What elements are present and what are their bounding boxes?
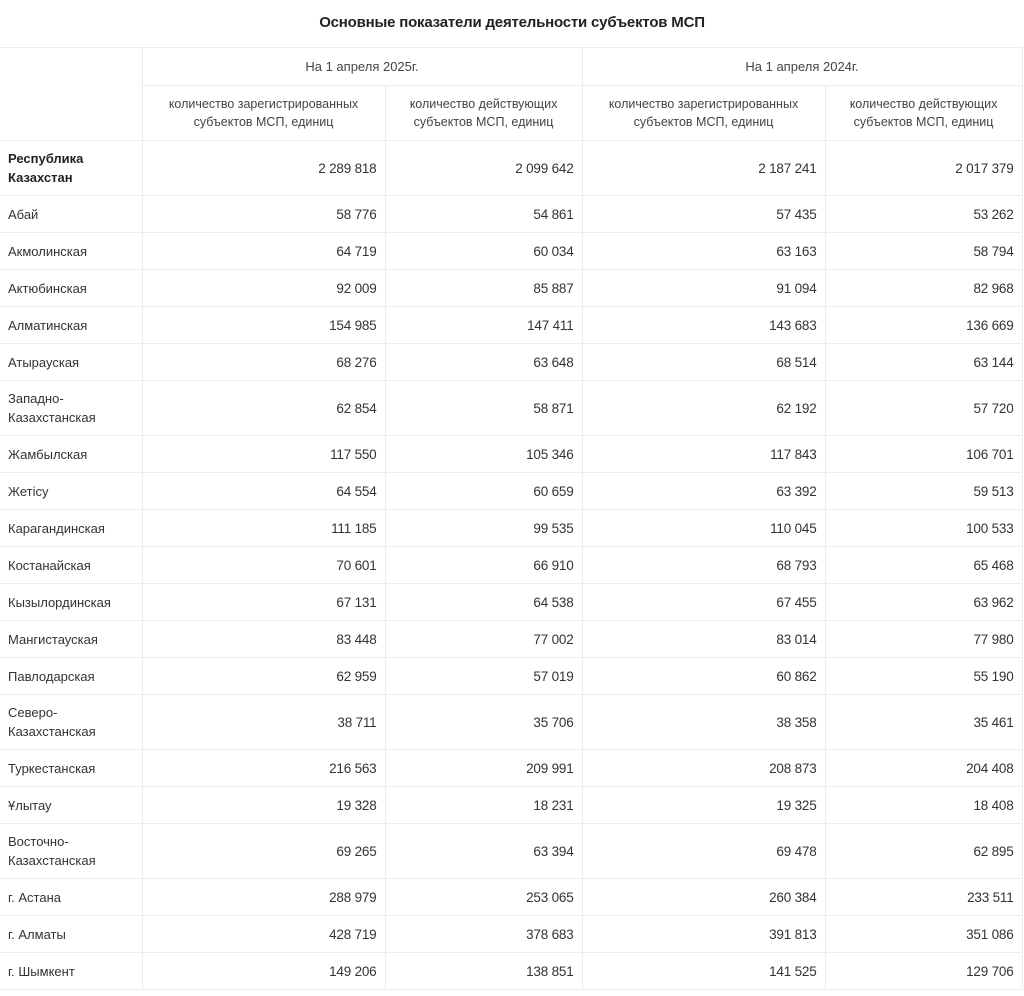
region-name-cell: Алматинская [0, 307, 142, 344]
region-name-cell: Жетісу [0, 473, 142, 510]
registered-2024-cell: 60 862 [582, 658, 825, 695]
registered-2024-cell: 63 392 [582, 473, 825, 510]
registered-2025-cell: 67 131 [142, 584, 385, 621]
registered-2024-cell: 62 192 [582, 381, 825, 436]
registered-2025-cell: 64 719 [142, 233, 385, 270]
registered-2025-cell: 70 601 [142, 547, 385, 584]
active-2025-cell: 63 648 [385, 344, 582, 381]
region-name-cell: Мангистауская [0, 621, 142, 658]
table-row [0, 233, 1022, 270]
active-2024-cell: 136 669 [825, 307, 1022, 344]
active-2024-cell: 58 794 [825, 233, 1022, 270]
region-name-cell: Костанайская [0, 547, 142, 584]
registered-2025-cell: 117 550 [142, 436, 385, 473]
region-name-cell: Северо- Казахстанская [0, 695, 142, 750]
active-2025-cell: 147 411 [385, 307, 582, 344]
registered-2025-cell: 69 265 [142, 824, 385, 879]
active-2024-cell: 82 968 [825, 270, 1022, 307]
active-2025-cell: 138 851 [385, 953, 582, 990]
active-2025-cell: 18 231 [385, 787, 582, 824]
registered-2024-cell: 67 455 [582, 584, 825, 621]
active-2024-cell: 204 408 [825, 750, 1022, 787]
region-name-cell: г. Шымкент [0, 953, 142, 990]
table-row [0, 658, 1022, 695]
registered-2024-cell: 38 358 [582, 695, 825, 750]
registered-2024-cell: 91 094 [582, 270, 825, 307]
active-2024-cell: 233 511 [825, 879, 1022, 916]
active-2025-cell: 60 034 [385, 233, 582, 270]
active-2025-cell: 54 861 [385, 196, 582, 233]
header-metric-active-2025: количество действующих субъектов МСП, единиц [385, 86, 582, 141]
region-name-cell: г. Астана [0, 879, 142, 916]
active-2024-cell: 57 720 [825, 381, 1022, 436]
registered-2025-cell: 38 711 [142, 695, 385, 750]
registered-2025-cell: 58 776 [142, 196, 385, 233]
registered-2025-cell: 62 854 [142, 381, 385, 436]
region-name-cell: Кызылординская [0, 584, 142, 621]
registered-2024-cell: 143 683 [582, 307, 825, 344]
registered-2024-cell: 69 478 [582, 824, 825, 879]
active-2024-cell: 63 962 [825, 584, 1022, 621]
active-2025-cell: 209 991 [385, 750, 582, 787]
registered-2025-cell: 428 719 [142, 916, 385, 953]
active-2025-cell: 63 394 [385, 824, 582, 879]
header-row-metrics [0, 86, 1022, 141]
active-2025-cell: 66 910 [385, 547, 582, 584]
registered-2025-cell: 83 448 [142, 621, 385, 658]
table-row [0, 436, 1022, 473]
registered-2024-cell: 68 793 [582, 547, 825, 584]
table-body [0, 141, 1022, 990]
active-2024-cell: 2 017 379 [825, 141, 1022, 196]
table-row [0, 879, 1022, 916]
table-row [0, 584, 1022, 621]
registered-2025-cell: 149 206 [142, 953, 385, 990]
table-row [0, 270, 1022, 307]
table-row [0, 473, 1022, 510]
region-name-cell: Восточно- Казахстанская [0, 824, 142, 879]
active-2025-cell: 2 099 642 [385, 141, 582, 196]
registered-2025-cell: 111 185 [142, 510, 385, 547]
active-2025-cell: 85 887 [385, 270, 582, 307]
registered-2024-cell: 2 187 241 [582, 141, 825, 196]
active-2025-cell: 77 002 [385, 621, 582, 658]
region-name-cell: Туркестанская [0, 750, 142, 787]
active-2024-cell: 59 513 [825, 473, 1022, 510]
registered-2025-cell: 19 328 [142, 787, 385, 824]
registered-2024-cell: 117 843 [582, 436, 825, 473]
active-2024-cell: 100 533 [825, 510, 1022, 547]
table-row [0, 787, 1022, 824]
table-row [0, 510, 1022, 547]
registered-2025-cell: 64 554 [142, 473, 385, 510]
registered-2025-cell: 68 276 [142, 344, 385, 381]
table-row [0, 953, 1022, 990]
registered-2024-cell: 57 435 [582, 196, 825, 233]
table-row-total [0, 141, 1022, 196]
active-2025-cell: 58 871 [385, 381, 582, 436]
active-2025-cell: 64 538 [385, 584, 582, 621]
msp-indicators-table [0, 47, 1023, 990]
table-row [0, 824, 1022, 879]
registered-2025-cell: 288 979 [142, 879, 385, 916]
table-row [0, 307, 1022, 344]
table-row [0, 344, 1022, 381]
active-2024-cell: 63 144 [825, 344, 1022, 381]
table-row [0, 547, 1022, 584]
registered-2024-cell: 110 045 [582, 510, 825, 547]
table-row [0, 196, 1022, 233]
table-row [0, 695, 1022, 750]
header-row-periods [0, 48, 1022, 86]
header-corner-cell [0, 48, 142, 141]
active-2024-cell: 106 701 [825, 436, 1022, 473]
registered-2024-cell: 63 163 [582, 233, 825, 270]
active-2025-cell: 105 346 [385, 436, 582, 473]
region-name-cell: Западно- Казахстанская [0, 381, 142, 436]
active-2024-cell: 55 190 [825, 658, 1022, 695]
active-2025-cell: 378 683 [385, 916, 582, 953]
header-metric-active-2024: количество действующих субъектов МСП, единиц [825, 86, 1022, 141]
registered-2024-cell: 19 325 [582, 787, 825, 824]
registered-2024-cell: 141 525 [582, 953, 825, 990]
active-2025-cell: 60 659 [385, 473, 582, 510]
registered-2025-cell: 92 009 [142, 270, 385, 307]
registered-2024-cell: 68 514 [582, 344, 825, 381]
registered-2025-cell: 2 289 818 [142, 141, 385, 196]
region-name-cell: Карагандинская [0, 510, 142, 547]
active-2024-cell: 18 408 [825, 787, 1022, 824]
active-2024-cell: 62 895 [825, 824, 1022, 879]
active-2024-cell: 53 262 [825, 196, 1022, 233]
header-metric-registered-2024: количество зарегистрированных субъектов МСП, единиц [582, 86, 825, 141]
region-name-cell: Акмолинская [0, 233, 142, 270]
region-name-cell: Ұлытау [0, 787, 142, 824]
region-name-cell: Павлодарская [0, 658, 142, 695]
registered-2024-cell: 83 014 [582, 621, 825, 658]
region-name-cell: Абай [0, 196, 142, 233]
registered-2025-cell: 62 959 [142, 658, 385, 695]
table-row [0, 750, 1022, 787]
active-2025-cell: 99 535 [385, 510, 582, 547]
active-2025-cell: 253 065 [385, 879, 582, 916]
active-2024-cell: 35 461 [825, 695, 1022, 750]
table-title: Основные показатели деятельности субъектов МСП [319, 14, 705, 31]
active-2024-cell: 65 468 [825, 547, 1022, 584]
active-2025-cell: 35 706 [385, 695, 582, 750]
registered-2024-cell: 391 813 [582, 916, 825, 953]
active-2024-cell: 77 980 [825, 621, 1022, 658]
active-2025-cell: 57 019 [385, 658, 582, 695]
active-2024-cell: 129 706 [825, 953, 1022, 990]
registered-2025-cell: 216 563 [142, 750, 385, 787]
active-2024-cell: 351 086 [825, 916, 1022, 953]
region-name-cell: Республика Казахстан [0, 141, 142, 196]
registered-2024-cell: 208 873 [582, 750, 825, 787]
registered-2024-cell: 260 384 [582, 879, 825, 916]
registered-2025-cell: 154 985 [142, 307, 385, 344]
header-metric-registered-2025: количество зарегистрированных субъектов МСП, единиц [142, 86, 385, 141]
table-row [0, 621, 1022, 658]
header-period-2025: На 1 апреля 2025г. [142, 48, 582, 86]
region-name-cell: г. Алматы [0, 916, 142, 953]
table-row [0, 381, 1022, 436]
region-name-cell: Актюбинская [0, 270, 142, 307]
header-period-2024: На 1 апреля 2024г. [582, 48, 1022, 86]
table-row [0, 916, 1022, 953]
region-name-cell: Атырауская [0, 344, 142, 381]
region-name-cell: Жамбылская [0, 436, 142, 473]
